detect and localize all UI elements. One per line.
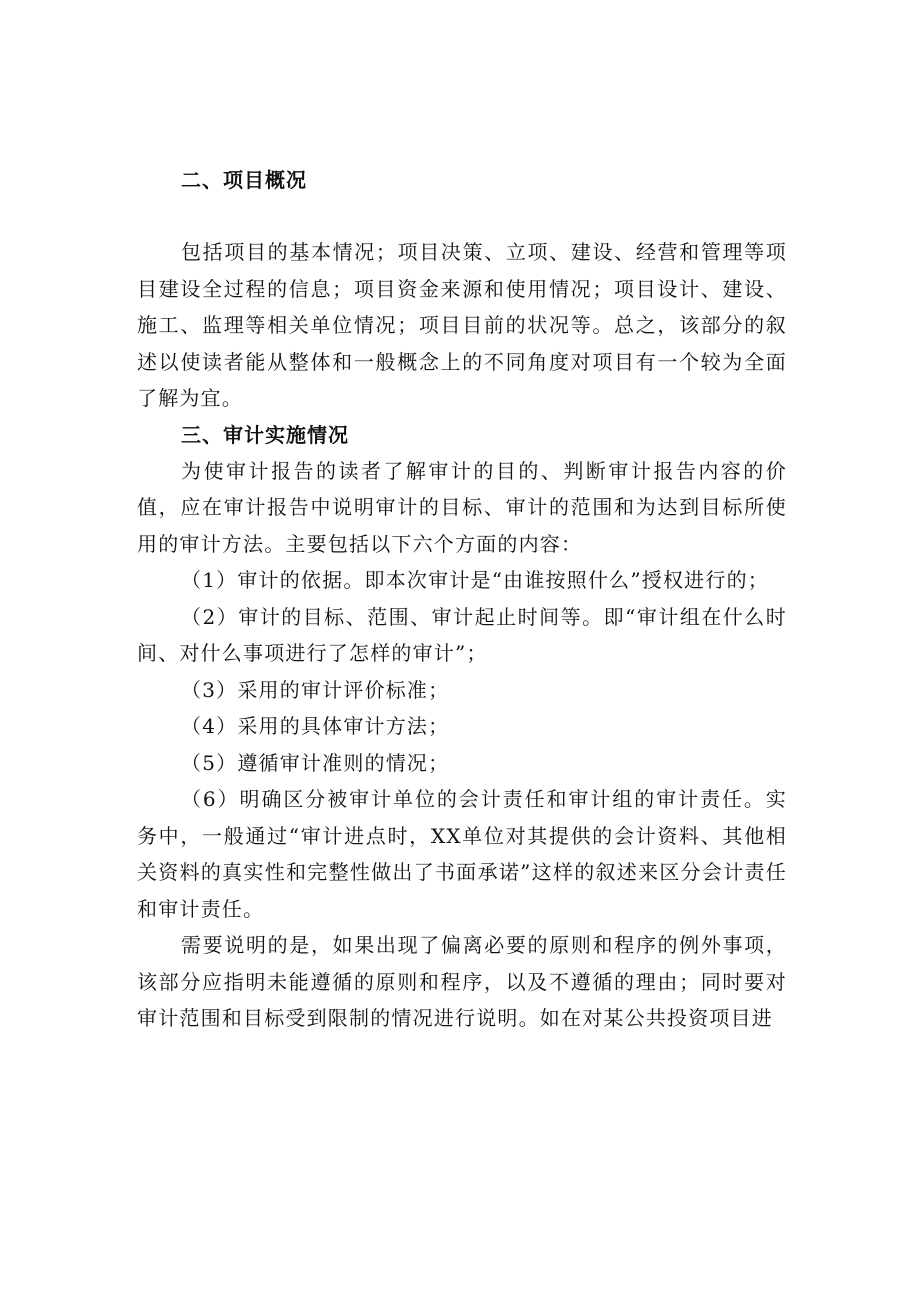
section3-intro: 为使审计报告的读者了解审计的目的、判断审计报告内容的价值，应在审计报告中说明审计的目标、审计的范围和为达到目标所使用的审计方法。主要包括以下六个方面的内容： xyxy=(137,458,787,556)
list-item-4: （4）采用的具体审计方法； xyxy=(181,714,450,738)
list-item-1: （1）审计的依据。即本次审计是“由谁按照什么”授权进行的； xyxy=(181,568,769,592)
list-item-2: （2）审计的目标、范围、审计起止时间等。即“审计组在什么时间、对什么事项进行了怎样的审计”； xyxy=(137,604,787,665)
list-item-6: （6）明确区分被审计单位的会计责任和审计组的审计责任。实务中，一般通过“审计进点时，XX单位对其提供的会计资料、其他相关资料的真实性和完整性做出了书面承诺”这样的叙述来区分会计责任和审计责任。 xyxy=(137,787,787,921)
section2-heading: 二、项目概况 xyxy=(181,168,307,192)
section3-heading: 三、审计实施情况 xyxy=(181,422,349,447)
list-item-5: （5）遵循审计准则的情况； xyxy=(181,750,450,775)
section2-paragraph: 包括项目的基本情况；项目决策、立项、建设、经营和管理等项目建设全过程的信息；项目资金来源和使用情况；项目设计、建设、施工、监理等相关单位情况；项目目前的状况等。总之，该部分的叙述以使读者能从整体和一般概念上的不同角度对项目有一个较为全面了解为宜。 xyxy=(137,240,787,410)
document-body xyxy=(137,162,787,1037)
section3-note: 需要说明的是，如果出现了偏离必要的原则和程序的例外事项，该部分应指明未能遵循的原则和程序，以及不遵循的理由；同时要对审计范围和目标受到限制的情况进行说明。如在对某公共投资项目进 xyxy=(137,933,787,1030)
list-item-3: （3）采用的审计评价标准； xyxy=(181,677,450,702)
